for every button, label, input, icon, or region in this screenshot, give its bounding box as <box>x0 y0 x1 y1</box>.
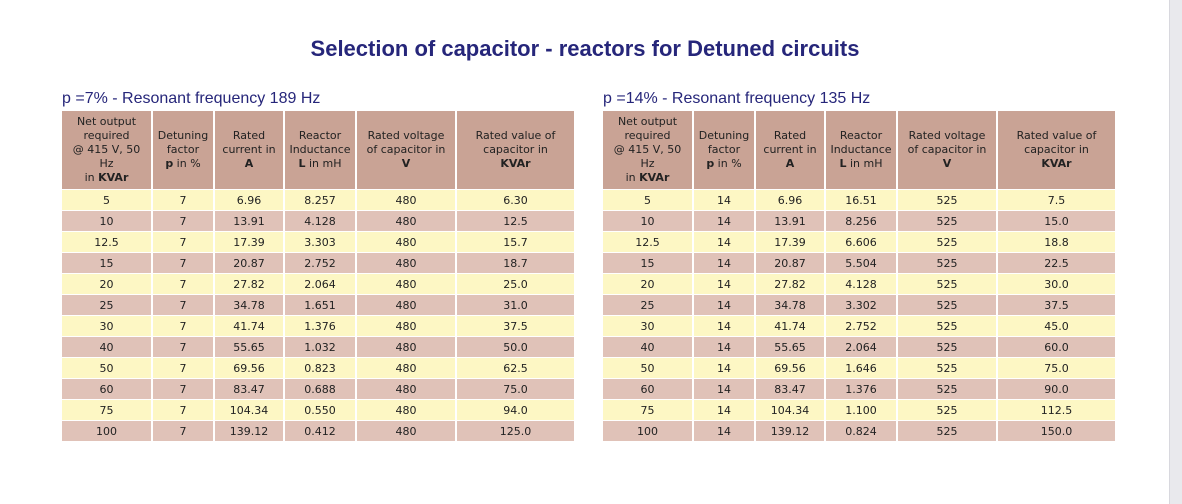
table-cell: 40 <box>62 337 152 358</box>
table-cell: 22.5 <box>997 253 1115 274</box>
table-row <box>62 421 574 442</box>
table-cell: 7 <box>152 211 214 232</box>
table-cell: 94.0 <box>456 400 574 421</box>
header-line: of capacitor in <box>366 143 446 156</box>
table-cell: 1.376 <box>284 316 356 337</box>
table-cell: 7 <box>152 358 214 379</box>
table-cell: 480 <box>356 274 456 295</box>
table-cell: 18.8 <box>997 232 1115 253</box>
table-row <box>62 211 574 232</box>
table-cell: 25.0 <box>456 274 574 295</box>
table-cell: 14 <box>693 421 755 442</box>
table-row <box>62 358 574 379</box>
table-cell: 525 <box>897 379 997 400</box>
header-line: Rated voltage <box>908 129 986 142</box>
table-cell: 480 <box>356 421 456 442</box>
table-cell: 14 <box>693 274 755 295</box>
table-cell: 12.5 <box>456 211 574 232</box>
table-cell: 34.78 <box>214 295 284 316</box>
table-cell: 525 <box>897 211 997 232</box>
table-cell: 25 <box>603 295 693 316</box>
table-cell: 7 <box>152 337 214 358</box>
table-cell: 0.550 <box>284 400 356 421</box>
header-unit: A <box>785 157 795 170</box>
table-cell: 2.752 <box>825 316 897 337</box>
column-header <box>62 111 152 190</box>
table-cell: 69.56 <box>755 358 825 379</box>
table-cell: 7 <box>152 190 214 211</box>
table-cell: 20 <box>603 274 693 295</box>
table-cell: 525 <box>897 358 997 379</box>
table-row <box>603 232 1115 253</box>
column-header <box>897 111 997 190</box>
table-cell: 13.91 <box>214 211 284 232</box>
table-row <box>603 379 1115 400</box>
header-line: current in <box>763 143 817 156</box>
table-cell: 14 <box>693 190 755 211</box>
table-cell: 525 <box>897 295 997 316</box>
table-cell: 6.96 <box>755 190 825 211</box>
table-cell: 480 <box>356 358 456 379</box>
header-unit-suffix: in % <box>714 157 742 170</box>
table-cell: 37.5 <box>456 316 574 337</box>
table-cell: 14 <box>693 232 755 253</box>
header-unit: KVAr <box>1041 157 1072 170</box>
table-row <box>603 400 1115 421</box>
table-cell: 27.82 <box>755 274 825 295</box>
table-cell: 75.0 <box>997 358 1115 379</box>
table-subtitle: p =7% - Resonant frequency 189 Hz <box>62 90 321 107</box>
table-cell: 4.128 <box>284 211 356 232</box>
capacitor-table-14-percent <box>603 111 1115 441</box>
table-cell: 25 <box>62 295 152 316</box>
table-row <box>62 274 574 295</box>
header-line: Net output <box>617 115 678 128</box>
table-cell: 8.256 <box>825 211 897 232</box>
table-cell: 0.412 <box>284 421 356 442</box>
table-cell: 112.5 <box>997 400 1115 421</box>
table-row <box>603 358 1115 379</box>
table-cell: 60 <box>603 379 693 400</box>
table-cell: 10 <box>603 211 693 232</box>
table-cell: 480 <box>356 295 456 316</box>
header-unit: L <box>298 157 306 170</box>
column-header <box>152 111 214 190</box>
column-header <box>356 111 456 190</box>
table-cell: 7 <box>152 232 214 253</box>
column-header <box>825 111 897 190</box>
table-cell: 41.74 <box>755 316 825 337</box>
table-cell: 14 <box>693 253 755 274</box>
table-cell: 4.128 <box>825 274 897 295</box>
header-unit-prefix: in <box>625 171 640 184</box>
slide-edge-strip <box>1169 0 1182 504</box>
table-cell: 83.47 <box>755 379 825 400</box>
table-cell: 100 <box>603 421 693 442</box>
column-header <box>456 111 574 190</box>
table-cell: 27.82 <box>214 274 284 295</box>
header-unit: KVAr <box>639 171 670 184</box>
table-row <box>603 190 1115 211</box>
header-unit: p <box>165 157 174 170</box>
table-cell: 62.5 <box>456 358 574 379</box>
table-cell: 7 <box>152 379 214 400</box>
header-line: current in <box>222 143 276 156</box>
header-line: @ 415 V, 50 Hz <box>613 143 682 170</box>
table-cell: 139.12 <box>214 421 284 442</box>
table-cell: 525 <box>897 316 997 337</box>
table-cell: 14 <box>693 400 755 421</box>
table-block-14-percent <box>603 89 1115 441</box>
table-cell: 7.5 <box>997 190 1115 211</box>
header-line: capacitor in <box>483 143 548 156</box>
header-line: of capacitor in <box>907 143 987 156</box>
table-cell: 3.303 <box>284 232 356 253</box>
header-line: Reactor <box>298 129 342 142</box>
header-line: capacitor in <box>1024 143 1089 156</box>
table-cell: 75 <box>603 400 693 421</box>
table-row <box>62 253 574 274</box>
table-row <box>62 400 574 421</box>
table-cell: 150.0 <box>997 421 1115 442</box>
table-cell: 60 <box>62 379 152 400</box>
table-row <box>62 232 574 253</box>
table-cell: 55.65 <box>755 337 825 358</box>
table-cell: 5 <box>603 190 693 211</box>
table-cell: 7 <box>152 421 214 442</box>
table-cell: 30.0 <box>997 274 1115 295</box>
table-cell: 6.96 <box>214 190 284 211</box>
table-cell: 480 <box>356 232 456 253</box>
header-unit: L <box>839 157 847 170</box>
table-block-7-percent <box>62 89 574 441</box>
table-cell: 15.7 <box>456 232 574 253</box>
header-unit: KVAr <box>500 157 531 170</box>
header-unit-suffix: in mH <box>305 157 342 170</box>
header-row <box>603 111 1115 190</box>
table-row <box>603 421 1115 442</box>
column-header <box>284 111 356 190</box>
table-cell: 7 <box>152 400 214 421</box>
header-line: factor <box>166 143 200 156</box>
table-cell: 45.0 <box>997 316 1115 337</box>
table-row <box>62 337 574 358</box>
header-line: Inductance <box>289 143 351 156</box>
table-cell: 1.646 <box>825 358 897 379</box>
table-row <box>62 316 574 337</box>
table-cell: 55.65 <box>214 337 284 358</box>
table-cell: 480 <box>356 400 456 421</box>
table-cell: 20 <box>62 274 152 295</box>
column-header <box>997 111 1115 190</box>
header-unit-suffix: in % <box>173 157 201 170</box>
table-cell: 50 <box>603 358 693 379</box>
table-cell: 7 <box>152 316 214 337</box>
header-line: factor <box>707 143 741 156</box>
header-unit-suffix: in mH <box>846 157 883 170</box>
table-row <box>603 274 1115 295</box>
header-line: Rated value of <box>475 129 556 142</box>
header-line: Rated <box>773 129 807 142</box>
page-title: Selection of capacitor - reactors for Detuned circuits <box>310 36 860 61</box>
table-cell: 30 <box>603 316 693 337</box>
table-cell: 480 <box>356 211 456 232</box>
header-line: Rated voltage <box>367 129 445 142</box>
capacitor-table-7-percent <box>62 111 574 441</box>
table-cell: 12.5 <box>603 232 693 253</box>
table-cell: 50.0 <box>456 337 574 358</box>
table-cell: 14 <box>693 337 755 358</box>
table-cell: 69.56 <box>214 358 284 379</box>
table-cell: 6.606 <box>825 232 897 253</box>
header-unit-prefix: in <box>84 171 99 184</box>
table-cell: 0.824 <box>825 421 897 442</box>
table-cell: 37.5 <box>997 295 1115 316</box>
table-row <box>62 295 574 316</box>
table-cell: 13.91 <box>755 211 825 232</box>
table-cell: 20.87 <box>755 253 825 274</box>
table-cell: 40 <box>603 337 693 358</box>
header-row <box>62 111 574 190</box>
table-cell: 75 <box>62 400 152 421</box>
table-cell: 1.100 <box>825 400 897 421</box>
header-unit: p <box>706 157 715 170</box>
table-cell: 17.39 <box>755 232 825 253</box>
table-cell: 12.5 <box>62 232 152 253</box>
table-cell: 1.376 <box>825 379 897 400</box>
table-cell: 0.823 <box>284 358 356 379</box>
table-cell: 90.0 <box>997 379 1115 400</box>
table-subtitle: p =14% - Resonant frequency 135 Hz <box>603 90 871 107</box>
header-line: Reactor <box>839 129 883 142</box>
table-cell: 2.064 <box>825 337 897 358</box>
table-row <box>603 253 1115 274</box>
header-unit: KVAr <box>98 171 129 184</box>
table-cell: 17.39 <box>214 232 284 253</box>
header-line: Rated value of <box>1016 129 1097 142</box>
table-cell: 525 <box>897 421 997 442</box>
table-cell: 41.74 <box>214 316 284 337</box>
table-cell: 6.30 <box>456 190 574 211</box>
table-cell: 480 <box>356 379 456 400</box>
table-cell: 525 <box>897 274 997 295</box>
header-line: Inductance <box>830 143 892 156</box>
table-cell: 3.302 <box>825 295 897 316</box>
table-cell: 75.0 <box>456 379 574 400</box>
header-unit: V <box>942 157 952 170</box>
header-unit: A <box>244 157 254 170</box>
table-cell: 18.7 <box>456 253 574 274</box>
table-cell: 1.032 <box>284 337 356 358</box>
table-row <box>603 211 1115 232</box>
table-cell: 34.78 <box>755 295 825 316</box>
table-cell: 139.12 <box>755 421 825 442</box>
table-row <box>603 337 1115 358</box>
table-cell: 525 <box>897 190 997 211</box>
table-cell: 100 <box>62 421 152 442</box>
table-row <box>603 316 1115 337</box>
table-cell: 525 <box>897 232 997 253</box>
table-cell: 5 <box>62 190 152 211</box>
column-header <box>214 111 284 190</box>
table-cell: 20.87 <box>214 253 284 274</box>
header-line: Detuning <box>157 129 209 142</box>
table-cell: 7 <box>152 295 214 316</box>
table-cell: 525 <box>897 400 997 421</box>
column-header <box>755 111 825 190</box>
column-header <box>603 111 693 190</box>
table-cell: 125.0 <box>456 421 574 442</box>
table-row <box>62 379 574 400</box>
table-cell: 14 <box>693 358 755 379</box>
table-cell: 30 <box>62 316 152 337</box>
table-cell: 15 <box>603 253 693 274</box>
table-cell: 14 <box>693 379 755 400</box>
table-cell: 50 <box>62 358 152 379</box>
table-cell: 104.34 <box>214 400 284 421</box>
table-cell: 480 <box>356 190 456 211</box>
column-header <box>693 111 755 190</box>
header-line: Detuning <box>698 129 750 142</box>
header-line: Net output <box>76 115 137 128</box>
table-cell: 10 <box>62 211 152 232</box>
table-cell: 104.34 <box>755 400 825 421</box>
table-cell: 15.0 <box>997 211 1115 232</box>
table-cell: 14 <box>693 211 755 232</box>
table-cell: 2.064 <box>284 274 356 295</box>
table-cell: 83.47 <box>214 379 284 400</box>
table-cell: 7 <box>152 274 214 295</box>
header-line: required <box>624 129 671 142</box>
table-row <box>603 295 1115 316</box>
header-line: required <box>83 129 130 142</box>
header-line: Rated <box>232 129 266 142</box>
table-cell: 1.651 <box>284 295 356 316</box>
table-cell: 16.51 <box>825 190 897 211</box>
table-cell: 5.504 <box>825 253 897 274</box>
table-cell: 480 <box>356 253 456 274</box>
table-cell: 480 <box>356 337 456 358</box>
table-cell: 525 <box>897 337 997 358</box>
table-cell: 31.0 <box>456 295 574 316</box>
table-cell: 480 <box>356 316 456 337</box>
table-cell: 0.688 <box>284 379 356 400</box>
header-unit: V <box>401 157 411 170</box>
table-cell: 2.752 <box>284 253 356 274</box>
table-row <box>62 190 574 211</box>
table-cell: 8.257 <box>284 190 356 211</box>
table-cell: 7 <box>152 253 214 274</box>
table-cell: 15 <box>62 253 152 274</box>
table-cell: 14 <box>693 316 755 337</box>
table-cell: 60.0 <box>997 337 1115 358</box>
table-cell: 14 <box>693 295 755 316</box>
table-cell: 525 <box>897 253 997 274</box>
header-line: @ 415 V, 50 Hz <box>72 143 141 170</box>
